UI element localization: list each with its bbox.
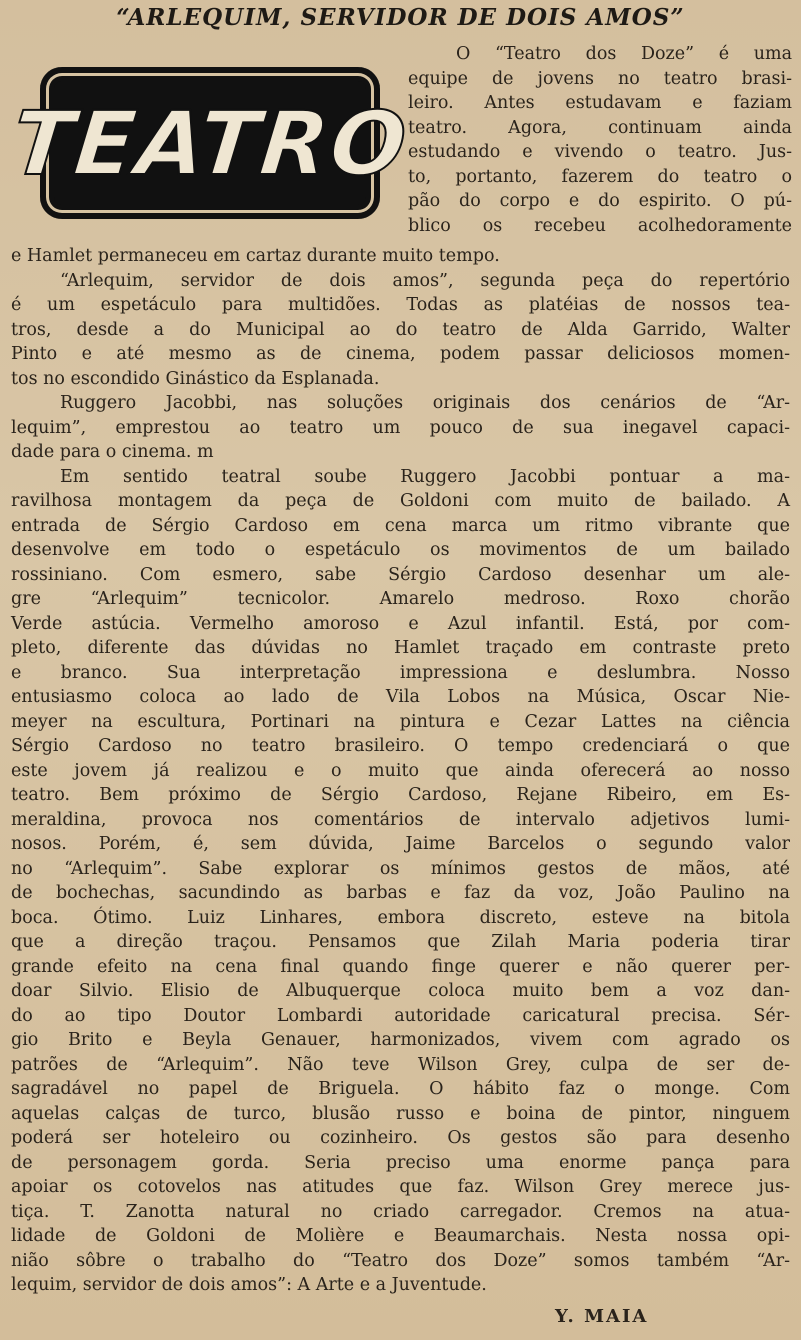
article-line: entrada de Sérgio Cardoso em cena marca um ritmo vibrante que [11,515,790,536]
article-line: patrões de “Arlequim”. Não teve Wilson Grey, culpa de ser de- [11,1054,790,1075]
article-line: apoiar os cotovelos nas atitudes que faz. Wilson Grey merece jus- [11,1177,790,1197]
article-line: dade para o cinema. m [11,442,214,462]
article-line: tros, desde a do Municipal ao do teatro de Alda Garrido, Walter [11,319,790,340]
article-line: blico os recebeu acolhedoramente [408,215,792,236]
article-line: no “Arlequim”. Sabe explorar os mínimos gestos de mãos, até [11,858,790,879]
logo-text: TEATRO [7,91,413,195]
article-line: gre “Arlequim” tecnicolor. Amarelo medroso. Roxo chorão [11,589,790,609]
article-line: nião sôbre o trabalho do “Teatro dos Doze” somos também “Ar- [11,1250,790,1271]
article-line: Pinto e até mesmo as de cinema, podem passar deliciosos momen- [11,344,790,364]
article-line: meraldina, provoca nos comentários de intervalo adjetivos lumi- [11,809,790,830]
article-line: Ruggero Jacobbi, nas soluções originais dos cenários de “Ar- [60,393,790,413]
article-line: Verde astúcia. Vermelho amoroso e Azul infantil. Está, por com- [11,613,790,634]
author-signature: Y. MAIA [555,1306,649,1327]
article-line: estudando e vivendo o teatro. Jus- [408,142,792,162]
article-line: é um espetáculo para multidões. Todas as platéias de nossos tea- [11,295,790,315]
article-line: desenvolve em todo o espetáculo os movimentos de um bailado [11,540,790,560]
article-line: lequim”, emprestou ao teatro um pouco de sua inegavel capaci- [11,417,790,438]
teatro-logo [7,67,413,219]
article-line: lequim, servidor de dois amos”: A Arte e a Juventude. [11,1275,487,1295]
article-line: tiça. T. Zanotta natural no criado carregador. Cremos na atua- [11,1201,790,1222]
article-line: entusiasmo coloca ao lado de Vila Lobos na Música, Oscar Nie- [11,687,790,707]
article-line: leiro. Antes estudavam e faziam [408,93,792,113]
article-line: rossiniano. Com esmero, sabe Sérgio Cardoso desenhar um ale- [11,564,790,585]
article-line: doar Silvio. Elisio de Albuquerque coloca muito bem a voz dan- [11,981,790,1001]
article-line: pleto, diferente das dúvidas no Hamlet traçado em contraste preto [11,638,790,658]
article-line: equipe de jovens no teatro brasi- [408,68,792,89]
article-headline: “ARLEQUIM, SERVIDOR DE DOIS AMOS” [116,4,685,31]
article-line: boca. Ótimo. Luiz Linhares, embora discreto, esteve na bitola [11,907,790,928]
article-line: pão do corpo e do espirito. O pú- [408,191,792,211]
article-line: que a direção traçou. Pensamos que Zilah Maria poderia tirar [11,932,790,952]
article-line: meyer na escultura, Portinari na pintura e Cezar Lattes na ciência [11,711,790,732]
article-line: grande efeito na cena final quando finge querer e não querer per- [11,956,790,977]
article-line: O “Teatro dos Doze” é uma [456,44,792,64]
article-line: nosos. Porém, é, sem dúvida, Jaime Barcelos o segundo valor [11,834,790,854]
article-line: de personagem gorda. Seria preciso uma enorme pança para [11,1152,790,1173]
article-line: poderá ser hoteleiro ou cozinheiro. Os gestos são para desenho [11,1128,790,1148]
article-line: teatro. Agora, continuam ainda [408,117,792,138]
article-line: “Arlequim, servidor de dois amos”, segunda peça do repertório [60,270,790,291]
article-line: e branco. Sua interpretação impressiona e deslumbra. Nosso [11,662,790,683]
article-line: Em sentido teatral soube Ruggero Jacobbi pontuar a ma- [60,466,790,487]
article-line: Sérgio Cardoso no teatro brasileiro. O tempo credenciará o que [11,736,790,756]
article-line: lidade de Goldoni de Molière e Beaumarchais. Nesta nossa opi- [11,1226,790,1246]
article-line: tos no escondido Ginástico da Esplanada. [11,368,380,389]
article-line: aquelas calças de turco, blusão russo e boina de pintor, ninguem [11,1103,790,1124]
article-line: to, portanto, fazerem do teatro o [408,166,792,187]
article-line: sagradável no papel de Briguela. O hábito faz o monge. Com [11,1079,790,1099]
article-line: teatro. Bem próximo de Sérgio Cardoso, Rejane Ribeiro, em Es- [11,785,790,805]
article-line: este jovem já realizou e o muito que ainda oferecerá ao nosso [11,760,790,781]
article-line: ravilhosa montagem da peça de Goldoni com muito de bailado. A [11,491,790,511]
article-line: de bochechas, sacundindo as barbas e faz da voz, João Paulino na [11,883,790,903]
article-line: do ao tipo Doutor Lombardi autoridade caricatural precisa. Sér- [11,1005,790,1026]
article-line: e Hamlet permaneceu em cartaz durante muito tempo. [11,246,500,266]
article-line: gio Brito e Beyla Genauer, harmonizados, vivem com agrado os [11,1030,790,1050]
